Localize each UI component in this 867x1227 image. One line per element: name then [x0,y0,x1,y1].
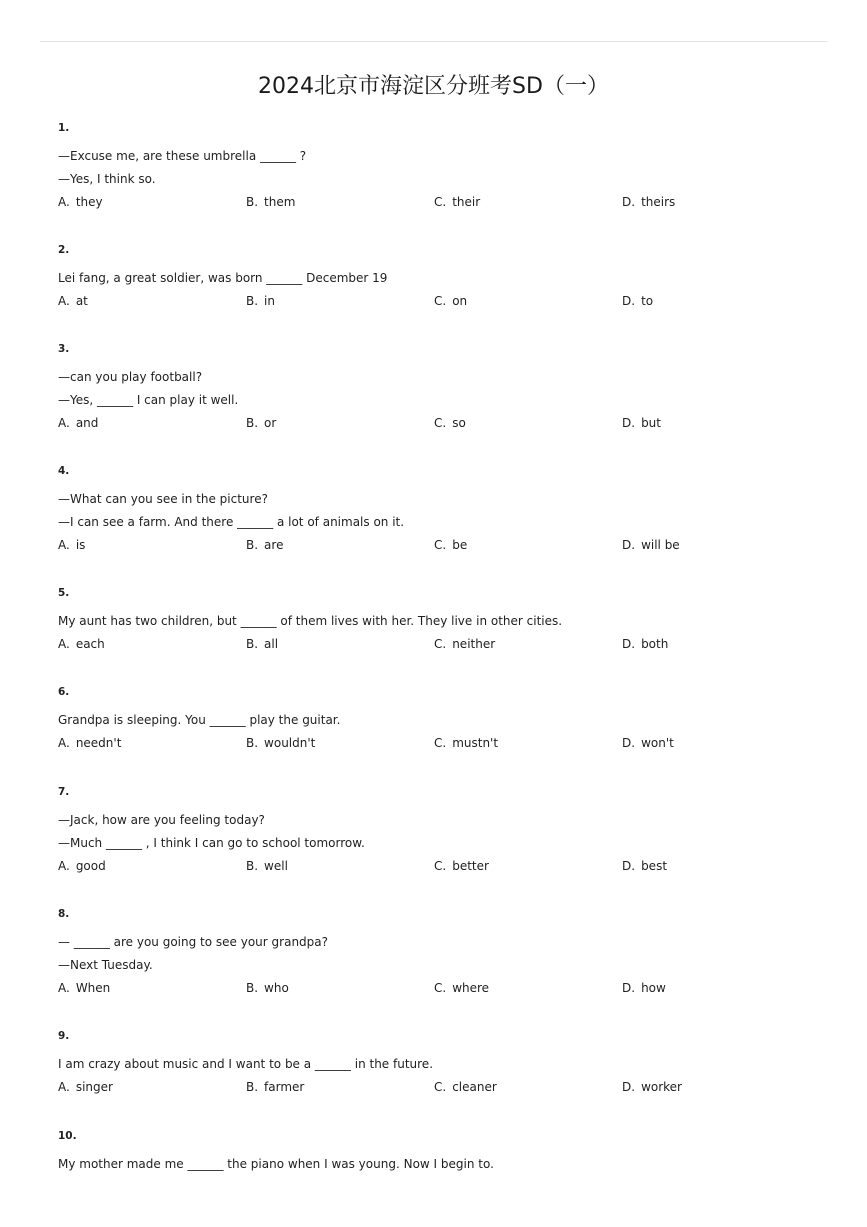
option-letter: D. [622,195,636,209]
header-rule [40,41,827,42]
option-letter: D. [622,859,636,873]
option-b [246,858,288,874]
option-text: who [264,981,289,995]
option-text: well [264,859,288,873]
option-letter: D. [622,1080,636,1094]
question-number: 9. [58,1030,70,1042]
option-d [622,415,661,431]
question-stem-line: I am crazy about music and I want to be a ______ in the future. [58,1057,434,1071]
option-text: be [452,538,468,552]
option-letter: C. [434,416,447,430]
option-letter: C. [434,538,447,552]
option-a [58,293,88,309]
option-d [622,858,667,874]
option-row [58,293,818,309]
question-number: 5. [58,587,70,599]
option-d [622,636,668,652]
question-stem-line: Grandpa is sleeping. You ______ play the guitar. [58,713,341,727]
option-row [58,537,818,553]
option-b [246,537,283,553]
option-d [622,194,675,210]
option-b [246,1079,304,1095]
option-c [434,415,466,431]
option-letter: A. [58,1080,70,1094]
option-text: When [75,981,111,995]
question-stem-line: —can you play football? [58,370,203,384]
option-letter: A. [58,416,70,430]
option-text: mustn't [452,736,499,750]
page-title: 2024北京市海淀区分班考SD（一） [258,74,609,99]
question-number: 3. [58,343,70,355]
option-text: all [264,637,279,651]
question-stem-line: —What can you see in the picture? [58,492,268,506]
option-text: so [452,416,466,430]
option-letter: C. [434,736,447,750]
option-text: needn't [75,736,122,750]
option-b [246,293,275,309]
option-text: cleaner [452,1080,497,1094]
question-number: 4. [58,465,70,477]
question-number: 10. [58,1130,77,1142]
option-b [246,415,276,431]
option-letter: C. [434,1080,447,1094]
option-text: and [75,416,99,430]
question-stem-line: —Next Tuesday. [58,958,153,972]
option-row [58,980,818,996]
question-stem-line: —Yes, ______ I can play it well. [58,393,239,407]
option-text: or [264,416,277,430]
option-text: on [452,294,468,308]
option-text: in [264,294,275,308]
question-stem-line: My mother made me ______ the piano when I was young. Now I begin to. [58,1157,494,1171]
option-a [58,636,105,652]
question-stem-line: —Yes, I think so. [58,172,156,186]
option-letter: A. [58,538,70,552]
option-text: wouldn't [264,736,316,750]
option-text: will be [641,538,680,552]
option-letter: C. [434,981,447,995]
question-stem-line: — ______ are you going to see your grandpa? [58,935,328,949]
question-stem-line: My aunt has two children, but ______ of them lives with her. They live in other cities. [58,614,563,628]
option-text: worker [641,1080,682,1094]
option-text: won't [641,736,674,750]
option-c [434,858,489,874]
option-c [434,980,489,996]
question-stem-line: Lei fang, a great soldier, was born ______ December 19 [58,271,388,285]
option-a [58,858,106,874]
option-a [58,1079,113,1095]
option-c [434,293,467,309]
question-number: 6. [58,686,70,698]
option-text: both [641,637,669,651]
option-text: their [452,195,481,209]
option-a [58,537,85,553]
option-row [58,636,818,652]
option-letter: D. [622,538,636,552]
option-letter: C. [434,294,447,308]
option-c [434,537,467,553]
question-stem-line: —Jack, how are you feeling today? [58,813,265,827]
question-number: 1. [58,122,70,134]
option-letter: D. [622,416,636,430]
option-letter: B. [246,294,259,308]
option-letter: B. [246,981,259,995]
option-text: is [75,538,86,552]
option-b [246,980,289,996]
option-row [58,1079,818,1095]
question-number: 7. [58,786,70,798]
option-text: singer [75,1080,113,1094]
option-letter: C. [434,859,447,873]
option-text: good [75,859,106,873]
option-c [434,1079,497,1095]
option-letter: D. [622,981,636,995]
option-b [246,636,278,652]
option-d [622,537,680,553]
option-letter: A. [58,195,70,209]
option-letter: C. [434,637,447,651]
option-text: them [264,195,296,209]
option-row [58,858,818,874]
option-letter: B. [246,637,259,651]
question-number: 8. [58,908,70,920]
option-letter: B. [246,736,259,750]
question-number: 2. [58,244,70,256]
option-text: neither [452,637,496,651]
option-letter: C. [434,195,447,209]
option-letter: B. [246,538,259,552]
option-d [622,735,674,751]
option-b [246,194,295,210]
option-a [58,980,110,996]
option-b [246,735,315,751]
option-row [58,194,818,210]
option-letter: B. [246,1080,259,1094]
question-stem-line: —I can see a farm. And there ______ a lot of animals on it. [58,515,405,529]
option-letter: A. [58,637,70,651]
option-text: but [641,416,661,430]
option-a [58,194,103,210]
option-d [622,1079,682,1095]
option-a [58,735,121,751]
option-text: theirs [641,195,676,209]
option-letter: B. [246,416,259,430]
option-letter: D. [622,736,636,750]
option-text: better [452,859,489,873]
question-stem-line: —Excuse me, are these umbrella ______ ? [58,149,307,163]
option-letter: A. [58,981,70,995]
option-letter: B. [246,859,259,873]
option-text: at [75,294,88,308]
option-c [434,636,495,652]
option-text: best [641,859,668,873]
question-stem-line: —Much ______ , I think I can go to school tomorrow. [58,836,365,850]
option-text: how [641,981,666,995]
option-text: each [75,637,105,651]
option-d [622,980,666,996]
option-letter: A. [58,294,70,308]
option-d [622,293,653,309]
option-row [58,415,818,431]
option-letter: D. [622,637,636,651]
option-letter: B. [246,195,259,209]
option-row [58,735,818,751]
option-letter: A. [58,859,70,873]
option-text: they [75,195,103,209]
option-text: to [641,294,654,308]
option-letter: A. [58,736,70,750]
option-text: farmer [264,1080,305,1094]
option-text: are [264,538,284,552]
option-text: where [452,981,490,995]
option-letter: D. [622,294,636,308]
option-c [434,194,480,210]
option-c [434,735,498,751]
option-a [58,415,98,431]
